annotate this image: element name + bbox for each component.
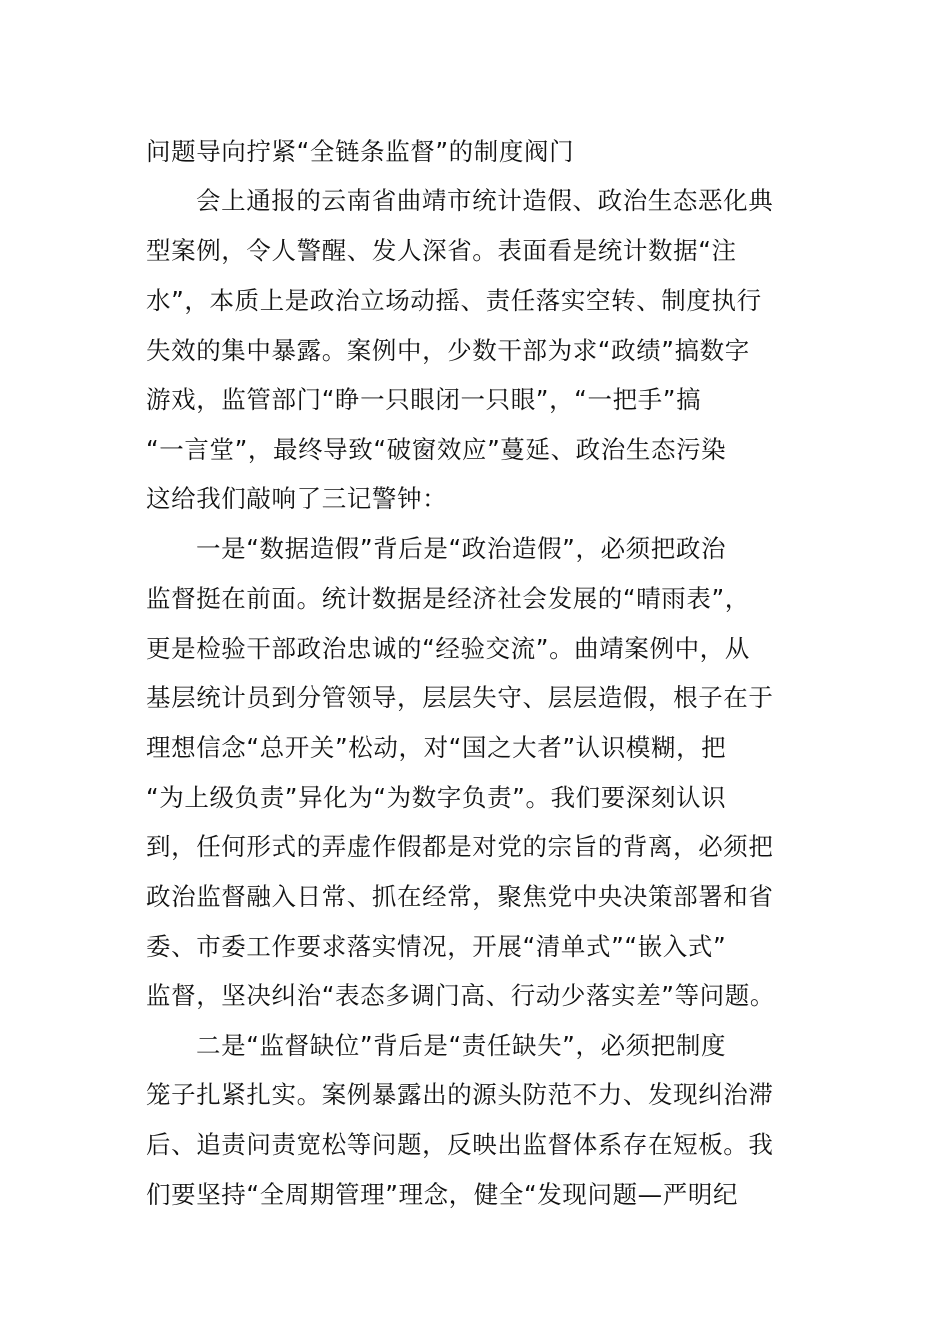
text-line: “一言堂”，最终导致“破窗效应”蔓延、政治生态污染 <box>146 435 727 464</box>
text-line: 监督挺在前面。统计数据是经济社会发展的“晴雨表”， <box>146 584 750 613</box>
text-line: 更是检验干部政治忠诚的“经验交流”。曲靖案例中，从 <box>146 634 750 663</box>
text-line: 笼子扎紧扎实。案例暴露出的源头防范不力、发现纠治滞 <box>146 1080 774 1109</box>
text-line: 基层统计员到分管领导，层层失守、层层造假，根子在于 <box>146 683 774 712</box>
text-line: 二是“监督缺位”背后是“责任缺失”，必须把制度 <box>196 1031 727 1060</box>
text-line: 理想信念“总开关”松动，对“国之大者”认识模糊，把 <box>146 733 727 762</box>
text-line: 后、追责问责宽松等问题，反映出监督体系存在短板。我 <box>146 1130 774 1159</box>
text-line: 监督，坚决纠治“表态多调门高、行动少落实差”等问题。 <box>146 981 775 1010</box>
text-line: 型案例，令人警醒、发人深省。表面看是统计数据“注 <box>146 236 737 265</box>
text-line: 游戏，监管部门“睁一只眼闭一只眼”，“一把手”搞 <box>146 385 702 414</box>
text-line: 一是“数据造假”背后是“政治造假”，必须把政治 <box>196 534 727 563</box>
text-line: 问题导向拧紧“全链条监督”的制度阀门 <box>146 137 575 166</box>
text-line: 会上通报的云南省曲靖市统计造假、政治生态恶化典 <box>196 186 774 215</box>
text-line: “为上级负责”异化为“为数字负责”。我们要深刻认识 <box>146 783 727 812</box>
text-line: 这给我们敲响了三记警钟： <box>146 484 448 513</box>
text-line: 水”，本质上是政治立场动摇、责任落实空转、制度执行 <box>146 286 762 315</box>
text-line: 委、市委工作要求落实情况，开展“清单式”“嵌入式” <box>146 932 727 961</box>
text-line: 们要坚持“全周期管理”理念，健全“发现问题—严明纪 <box>146 1180 739 1209</box>
text-line: 政治监督融入日常、抓在经常，聚焦党中央决策部署和省 <box>146 882 774 911</box>
text-line: 到，任何形式的弄虚作假都是对党的宗旨的背离，必须把 <box>146 832 774 861</box>
text-line: 失效的集中暴露。案例中，少数干部为求“政绩”搞数字 <box>146 336 750 365</box>
